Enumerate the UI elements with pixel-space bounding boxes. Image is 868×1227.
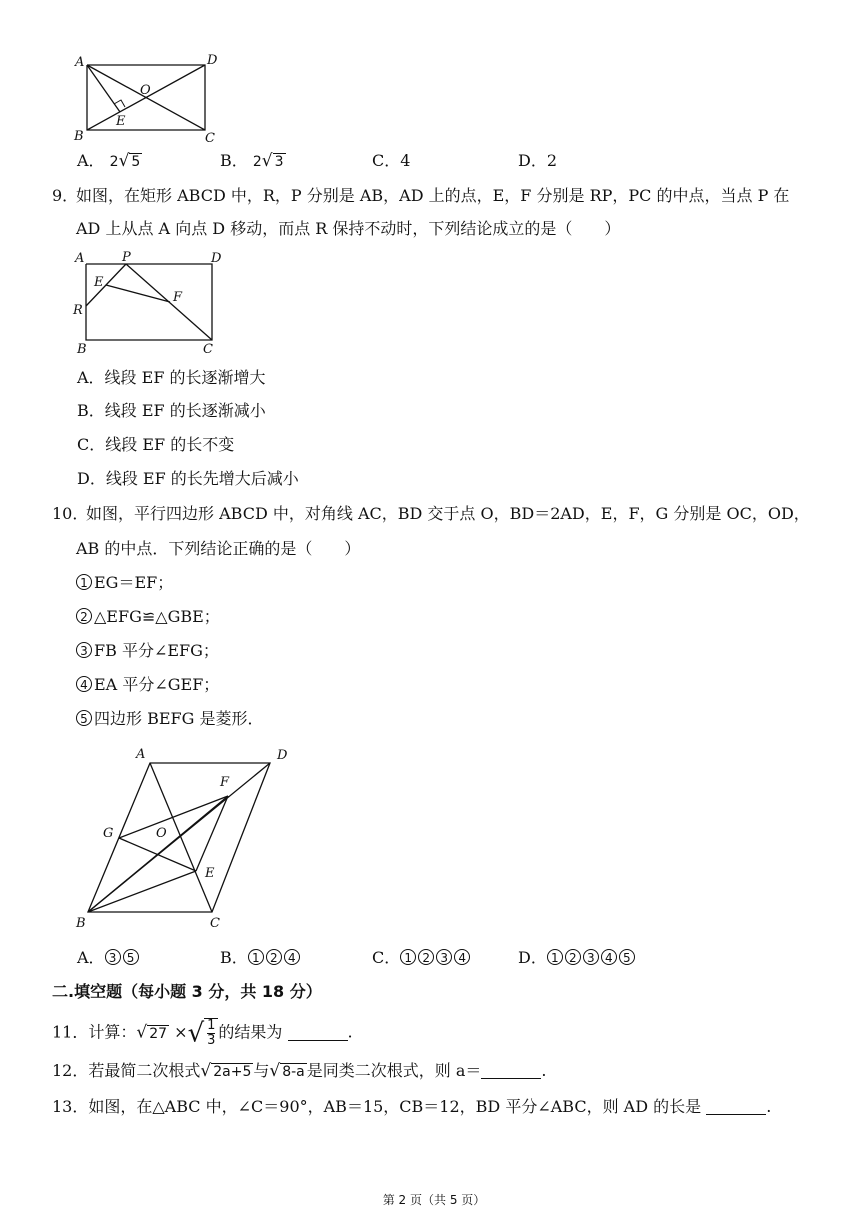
q10-label-e: E: [205, 866, 215, 881]
q10-number: 10．: [52, 504, 89, 523]
q10-label-a: A: [136, 747, 146, 762]
q11: 11．计算：√ 27 ×√ $\frac{1}{3}$ 的结果为 .: [52, 1018, 353, 1049]
section-title: 二.填空题（每小题 3 分，共 18 分）: [52, 982, 322, 1001]
q13: 13．如图，在△ABC 中，∠C＝90°，AB＝15，CB＝12，BD 平分∠ABC，则 AD 的长是 .: [52, 1097, 772, 1116]
q10-statement-3: 3 FB 平分∠EFG；: [76, 641, 219, 661]
q10-stem-line2: AB 的中点．下列结论正确的是（ ）: [76, 539, 361, 558]
q9-stem-line2: AD 上从点 A 向点 D 移动，而点 R 保持不动时，下列结论成立的是（ ）: [76, 219, 621, 238]
q9-number: 9．: [52, 186, 79, 205]
q10-option-b: B． 1 2 4: [220, 948, 302, 968]
q10-figure: [70, 740, 300, 935]
q10-label-g: G: [103, 826, 114, 841]
q9-label-d: D: [211, 251, 222, 266]
q8-figure: [70, 52, 230, 147]
q12: 12．若最简二次根式√ 2a+5 与√ 8-a 是同类二次根式，则 a＝ .: [52, 1061, 547, 1081]
q9-option-a: A．线段 EF 的长逐渐增大: [77, 368, 266, 387]
q10-statement-5: 5 四边形 BEFG 是菱形．: [76, 709, 264, 729]
q9-label-b: B: [77, 342, 87, 357]
q10-label-b: B: [76, 916, 86, 931]
q8-option-d: D．2: [518, 151, 558, 170]
q10-option-a: A． 3 5: [77, 948, 141, 968]
q9-label-r: R: [73, 303, 83, 318]
q12-answer-blank[interactable]: [481, 1062, 541, 1079]
q13-answer-blank[interactable]: [706, 1098, 766, 1115]
q9-label-a: A: [75, 251, 85, 266]
q9-label-f: F: [173, 290, 183, 305]
q8-label-d: D: [207, 53, 218, 68]
q9-figure: [70, 248, 230, 358]
q10-stem-line1: 如图，平行四边形 ABCD 中，对角线 AC，BD 交于点 O，BD＝2AD，E，F，G 分别是 OC，OD，: [86, 504, 810, 523]
q9-option-c: C．线段 EF 的长不变: [77, 435, 235, 454]
q8-label-e: E: [116, 114, 126, 129]
q10-label-d: D: [277, 748, 288, 763]
q8-option-b: B． 2√ 3: [220, 151, 284, 171]
q11-answer-blank[interactable]: [288, 1024, 348, 1041]
q10-label-c: C: [210, 916, 220, 931]
q10-statement-2: 2 △EFG≌△GBE；: [76, 607, 220, 627]
q10-option-c: C． 1 2 3 4: [372, 948, 472, 968]
page-footer: 第 2 页（共 5 页）: [382, 1193, 486, 1207]
q10-statement-4: 4 EA 平分∠GEF；: [76, 675, 219, 695]
q9-option-d: D．线段 EF 的长先增大后减小: [77, 469, 299, 488]
q8-label-a: A: [75, 55, 85, 70]
q10-label-f: F: [220, 775, 230, 790]
q8-label-o: O: [140, 83, 151, 98]
q8-label-c: C: [205, 131, 215, 146]
q9-option-b: B．线段 EF 的长逐渐减小: [77, 401, 266, 420]
q8-label-b: B: [74, 129, 84, 144]
q9-stem-line1: 如图，在矩形 ABCD 中，R，P 分别是 AB，AD 上的点，E，F 分别是 RP，PC 的中点，当点 P 在: [76, 186, 790, 205]
q10-label-o: O: [156, 826, 167, 841]
q8-option-c: C．4: [372, 151, 411, 170]
q8-option-a: A． 2√ 5: [77, 151, 141, 171]
q9-label-c: C: [203, 342, 213, 357]
q9-label-e: E: [94, 275, 104, 290]
q10-option-d: D． 1 2 3 4 5: [518, 948, 637, 968]
q10-statement-1: 1 EG＝EF；: [76, 573, 173, 593]
q9-label-p: P: [122, 250, 131, 265]
